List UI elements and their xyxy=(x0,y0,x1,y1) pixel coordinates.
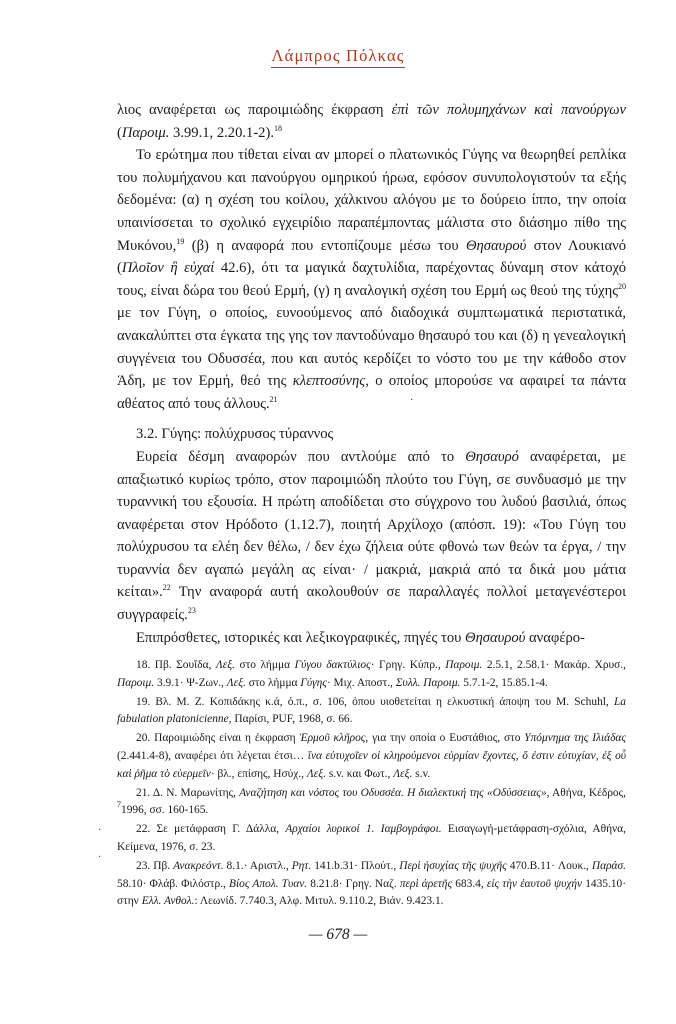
text-run: Επιπρόσθετες, ιστορικές και λεξικογραφικές, πηγές του xyxy=(136,629,466,646)
text-run: με τον Γύγη, ο οποίος, ευνοούμενος από διαδοχικά συμπτωματικά περιστατικά, ανακαλύπτει στα έγκατα της γης τον παντοδύναμο θησαυρό του και (δ) η γενεαλογική συγγένεια του Οδυσσέα, που και αυτός κερδίζει το νόστο του με την κάθοδο στον Άδη, με τον Ερμή, θεό της xyxy=(117,305,626,390)
footnote-23 xyxy=(117,858,626,911)
italic-text: κλεπτοσύνης xyxy=(292,373,366,390)
note-reference: 7 xyxy=(117,800,121,810)
italic-text: ἵνα εὐτυχοῖεν οἱ κληρούμενοι εὑρμίαν ἔχοντες, ὅ ἐστιν εὐτυχίαν, ἐξ οὗ καὶ ῥῆμα τὸ εὑερμεῖν xyxy=(117,749,627,780)
stray-dot-mark: · xyxy=(410,395,414,406)
italic-text: Ελλ. Ανθολ. xyxy=(141,895,195,908)
italic-text: Παροιμ. xyxy=(117,676,155,689)
italic-text: Λεξ. xyxy=(306,767,326,780)
italic-text: εἰς τὴν ἑαυτοῦ ψυχήν xyxy=(486,877,583,890)
paragraph-gyges-wealth xyxy=(117,446,626,627)
text-run: , για την οποία ο Ευστάθιος, στο xyxy=(365,732,525,745)
text-run: στο λήμμα xyxy=(235,659,295,671)
text-run: 8.21.8· Γρηγ. Ναζ. xyxy=(307,877,400,890)
footnote-22 xyxy=(117,821,626,856)
paragraph-question xyxy=(117,144,626,415)
italic-text: Θησαυρού xyxy=(466,237,527,254)
page-number: — 678 — xyxy=(308,926,368,943)
text-run: Το ερώτημα που τίθεται είναι αν μπορεί ο πλατωνικός Γύγης να θεωρηθεί ρεπλίκα του πολυμήχανου και πανούργου ομηρικού ήρωα, εφόσον συνυπολογιστούν τα εξής δεδομένα: (α) η σχέση του κοίλου, χάλκινου αλόγου με το δούρειο ίππο, την οποία υπαινίσσεται το σχολικό εγχειρίδιο παραπέμποντας μάλιστα στο διάσημο πίθο της Μυκόνου, xyxy=(117,147,626,254)
footnote-19 xyxy=(117,694,626,729)
text-run: 20. Παροιμιώδης είναι η έκφραση xyxy=(136,732,300,745)
text-run: Την αναφορά αυτή ακολουθούν σε παραλλαγές πολλοί μεταγενέστεροι συγγραφείς. xyxy=(117,584,626,624)
note-reference: 23 xyxy=(187,606,196,616)
italic-text: Ανακρεόντ. xyxy=(173,860,224,873)
italic-text: La fabulation platonicienne xyxy=(117,695,626,726)
text-run: 1435.10· στην xyxy=(117,877,627,908)
note-reference: 21 xyxy=(269,394,278,404)
text-run: αναφέρεται, με απαξιωτικό κυρίως τρόπο, στον παροιμιώδη πλούτο του Γύγη, σε συνδυασμό με την τυραννική του εξουσία. Η πρώτη αποδίδεται στο σύγχρονο του λυδού βασιλιά, όπως αναφέρεται στον Ηρόδοτο (1.12.7), ποιητή Αρχίλοχο (απόσπ. 19): «Του Γύγη του πολύχρυσου τα ελέη δεν θέλω, / δεν έχω ζήλεια ούτε φθονώ των θεών τα έργα, / την τυραννία δεν αγαπώ μεγάλη ας είναι· / μακριά, μακριά από τα δικά μου μάτια κείται». xyxy=(117,448,626,601)
text-run: , ο οποίος μπορούσε να αφαιρεί τα πάντα αθέατος από τους άλλους. xyxy=(117,373,626,412)
italic-text: Υπόμνημα της Ιλιάδας xyxy=(524,732,626,745)
paragraph-continuation xyxy=(117,99,626,144)
footnotes xyxy=(117,657,626,912)
running-header xyxy=(0,46,676,68)
text-run: s.v. xyxy=(412,767,431,780)
italic-text: Περὶ ἡσυχίας τῆς ψυχῆς xyxy=(399,860,507,873)
text-run: λιος αναφέρεται ως παροιμιώδης έκφραση xyxy=(117,102,392,118)
italic-text: Λεξ. xyxy=(215,659,236,671)
text-run: 3.99.1, 2.20.1-2). xyxy=(169,124,274,141)
italic-text: Παροιμ. xyxy=(121,124,170,141)
footnote-18 xyxy=(117,657,626,692)
text-run: · Γρηγ. Κύπρ., xyxy=(370,659,446,671)
text-run: Ευρεία δέσμη αναφορών που αντλούμε από το xyxy=(136,448,466,465)
text-run: 23. Πβ. xyxy=(136,860,174,873)
text-run: 19. Βλ. Μ. Ζ. Κοπιδάκης κ.ά, ό.π., σ. 106, όπου υιοθετείται η ελκυστική άποψη του M. Schuhl, xyxy=(136,695,614,708)
italic-text: Πλοῖον ἢ εὐχαί xyxy=(121,260,215,277)
italic-text: περὶ ἀρετῆς xyxy=(399,877,453,890)
italic-text: Παράσ. xyxy=(591,860,626,873)
italic-text: Λεξ. xyxy=(393,767,413,780)
note-reference: 20 xyxy=(618,281,626,291)
text-run: 2.5.1, 2.58.1· Μακάρ. Χρυσ., xyxy=(482,659,626,671)
text-run: 18. Πβ. Σουΐδα, xyxy=(136,659,216,671)
text-run: 470.B.11· Λουκ., xyxy=(506,860,592,873)
running-title: Λάμπρος Πόλκας xyxy=(271,46,404,68)
text-run: 58.10· Φλάβ. Φιλόστρ., xyxy=(117,877,230,890)
main-text xyxy=(117,99,626,649)
italic-text: Ἑρμοῦ κλῆρος xyxy=(299,732,366,745)
italic-text: Συλλ. Παροιμ. xyxy=(395,676,461,689)
italic-text: Βίος Απολ. Τυαν. xyxy=(229,877,308,890)
italic-text: Ρητ. xyxy=(291,860,312,873)
text-run: 683.4, xyxy=(452,877,487,890)
text-run: 42.6), ότι τα μαγικά δαχτυλίδια, παρέχοντας δύναμη στον κάτοχό τους, είναι δώρα του θεού Ερμή, (γ) η αναλογική σχέση του Ερμή ως θεού της τύχης xyxy=(117,260,626,299)
section-heading: 3.2. Γύγης: πολύχρυσος τύραννος xyxy=(136,426,334,443)
note-reference: 19 xyxy=(176,236,185,246)
text-run: 22. Σε μετάφραση Γ. Δάλλα, xyxy=(136,823,286,836)
text-run: (β) η αναφορά που εντοπίζουμε μέσω του xyxy=(184,237,467,254)
text-run: · Μιχ. Αποστ., xyxy=(326,676,396,689)
italic-text: ἐπὶ τῶν πολυμηχάνων καὶ πανούργων xyxy=(391,102,626,118)
stray-dot-mark: · xyxy=(98,852,102,863)
italic-text: Παροιμ. xyxy=(445,659,483,671)
text-run: , Παρίσι, PUF, 1968, σ. 66. xyxy=(228,713,353,726)
text-run: ( xyxy=(117,124,122,141)
text-run: στο λήμμα xyxy=(245,676,301,689)
footnote-20 xyxy=(117,730,626,783)
text-run: 5.7.1-2, 15.85.1-4. xyxy=(460,676,548,689)
italic-text: Αναζήτηση και νόστος του Οδυσσέα. Η διαλεκτική της «Οδύσσειας» xyxy=(239,786,547,799)
italic-text: Θησαυρό xyxy=(465,448,519,465)
footnote-21 xyxy=(117,785,626,820)
text-run: Εισαγωγή-μετάφραση-σχόλια, Αθήνα, Κείμενα, 1976, σ. 23. xyxy=(117,823,626,853)
italic-text: Αρχαίοι λυρικοί 1. Ιαμβογράφοι. xyxy=(285,823,442,836)
italic-text: Θησαυρού xyxy=(465,629,526,646)
note-reference: 22 xyxy=(162,583,171,593)
text-run: 8.1.· Αριστλ., xyxy=(223,860,292,873)
text-run: (2.441.4-8), αναφέρει ότι λέγεται έτσι… xyxy=(117,749,308,762)
italic-text: Γύγου δακτύλιος xyxy=(294,659,371,671)
italic-text: Λεξ. xyxy=(226,676,246,689)
text-run: 3.9.1· Ψ-Ζων., xyxy=(154,676,227,689)
text-run: αναφέρο- xyxy=(525,629,585,646)
paragraph-sources xyxy=(117,627,626,650)
text-run: , Αθήνα, Κέδρος, xyxy=(546,786,626,799)
text-run: 21. Δ. Ν. Μαρωνίτης, xyxy=(136,786,240,799)
text-run: στον Λουκιανό ( xyxy=(117,237,626,277)
text-run: 1996, σσ. 160-165. xyxy=(121,804,209,817)
italic-text: Γύγης xyxy=(300,676,327,689)
text-run: s.v. και Φωτ., xyxy=(325,767,394,780)
note-reference: 18 xyxy=(274,123,282,133)
text-run: : Λεωνίδ. 7.740.3, Αλφ. Μιτυλ. 9.110.2, Βιάν. 9.423.1. xyxy=(194,895,444,908)
text-run: · βλ., επίσης, Ησύχ., xyxy=(210,767,307,780)
text-run: 141.b.31· Πλούτ., xyxy=(311,860,400,873)
stray-dot-mark: · xyxy=(98,825,102,836)
